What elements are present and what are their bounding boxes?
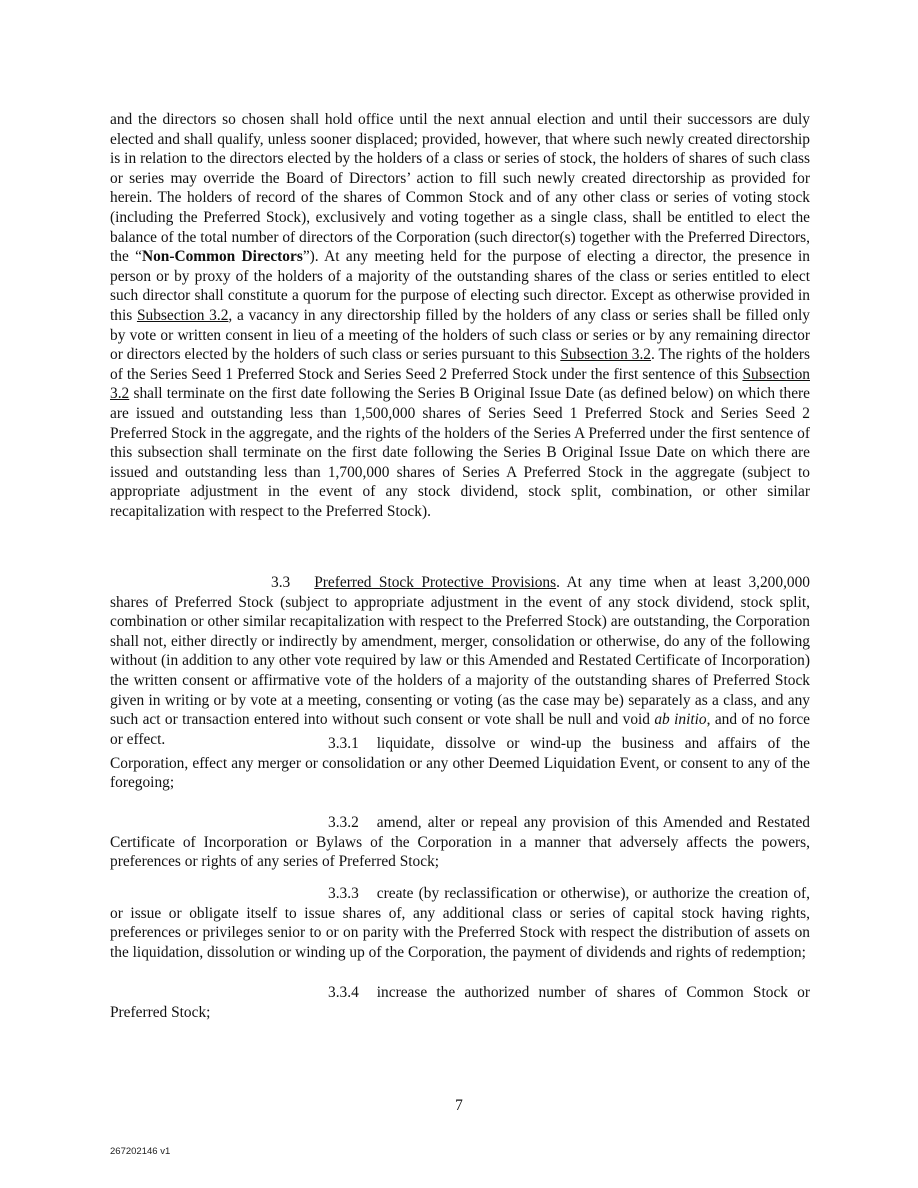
- document-id: 267202146 v1: [110, 1146, 171, 1157]
- list-item-3-3-2: [110, 813, 810, 872]
- paragraph-text: , and of no force or effect.: [110, 711, 810, 748]
- paragraph-text: . The rights of the holders of the Series Seed 1 Preferred Stock and Series Seed 2 Preferred Stock under the first sentence of this: [110, 346, 810, 383]
- page-number: 7: [455, 1097, 463, 1114]
- list-item-3-3-4: [110, 983, 810, 1022]
- paragraph-text: shall terminate on the first date following the Series B Original Issue Date (as defined below) on which there are issued and outstanding less than 1,500,000 shares of Series Seed 1 Preferred Stock and Series Seed 2 Preferred Stock in the aggregate, and the rights of the holders of the Series A Preferred under the first sentence of this subsection shall terminate on the first date following the Series B Original Issue Date on which there are issued and outstanding less than 1,700,000 shares of Series A Preferred Stock in the aggregate (subject to appropriate adjustment in the event of any stock dividend, stock split, combination, or other similar recapitalization with respect to the Preferred Stock).: [110, 385, 810, 520]
- cross-reference-subsection-3-2: Subsection 3.2: [110, 365, 810, 403]
- paragraph-directors-continued: [110, 110, 810, 521]
- item-text: amend, alter or repeal any provision of this Amended and Restated Certificate of Incorporation or Bylaws of the Corporation in a manner that adversely affects the powers, preferences or rights of any series of Preferred Stock;: [110, 814, 810, 871]
- section-heading: Preferred Stock Protective Provisions: [314, 574, 557, 591]
- paragraph-text: ”). At any meeting held for the purpose of electing a director, the presence in person or by proxy of the holders of a majority of the outstanding shares of the class or series entitled to elect such director shall constitute a quorum for the purpose of electing such director. Except as otherwise provided in this: [110, 248, 810, 324]
- item-number: 3.3.1: [328, 735, 359, 752]
- list-item-3-3-1: [110, 734, 810, 793]
- item-number: 3.3.3: [328, 885, 359, 902]
- paragraph-text: . At any time when at least 3,200,000 shares of Preferred Stock (subject to appropriate adjustment in the event of any stock dividend, stock split, combination or other similar recapitalization with respect to the Preferred Stock) are outstanding, the Corporation shall not, either directly or indirectly by amendment, merger, consolidation or otherwise, do any of the following without (in addition to any other vote required by law or this Amended and Restated Certificate of Incorporation) the written consent or affirmative vote of the holders of a majority of the outstanding shares of Preferred Stock given in writing or by vote at a meeting, consenting or voting (as the case may be) separately as a class, and any such act or transaction entered into without such consent or vote shall be null and void: [110, 574, 811, 729]
- section-3-3-protective-provisions: [110, 573, 810, 749]
- item-text: create (by reclassification or otherwise), or authorize the creation of, or issue or obligate itself to issue shares of, any additional class or series of capital stock having rights, preferences or privileges senior to or on parity with the Preferred Stock with respect the distribution of assets on the liquidation, dissolution or winding up of the Corporation, the payment of dividends and rights of redemption;: [110, 885, 810, 961]
- paragraph-text: , a vacancy in any directorship filled by the holders of any class or series shall be filled only by vote or written consent in lieu of a meeting of the holders of such class or series or by any remaining director or directors elected by the holders of such class or series pursuant to this: [110, 306, 810, 364]
- latin-term: ab initio: [654, 711, 707, 729]
- item-text: liquidate, dissolve or wind-up the business and affairs of the Corporation, effect any merger or consolidation or any other Deemed Liquidation Event, or consent to any of the foregoing;: [110, 735, 810, 792]
- item-number: 3.3.2: [328, 814, 359, 831]
- cross-reference-subsection-3-2: Subsection 3.2: [560, 346, 652, 364]
- defined-term-non-common-directors: Non-Common Directors: [142, 248, 303, 266]
- list-item-3-3-3: [110, 884, 810, 962]
- section-number: 3.3: [271, 574, 291, 591]
- item-text: increase the authorized number of shares of Common Stock or Preferred Stock;: [110, 984, 810, 1021]
- cross-reference-subsection-3-2: Subsection 3.2: [136, 306, 229, 324]
- item-number: 3.3.4: [328, 984, 359, 1001]
- paragraph-text: and the directors so chosen shall hold office until the next annual election and until their successors are duly elected and shall qualify, unless sooner displaced; provided, however, that where such newly created directorship is in relation to the directors elected by the holders of a class or series of stock, the holders of shares of such class or series may override the Board of Directors’ action to fill such newly created directorship as provided for herein. The holders of record of the shares of Common Stock and of any other class or series of voting stock (including the Preferred Stock), exclusively and voting together as a single class, shall be entitled to elect the balance of the total number of directors of the Corporation (such director(s) together with the Preferred Directors, the “: [110, 111, 810, 266]
